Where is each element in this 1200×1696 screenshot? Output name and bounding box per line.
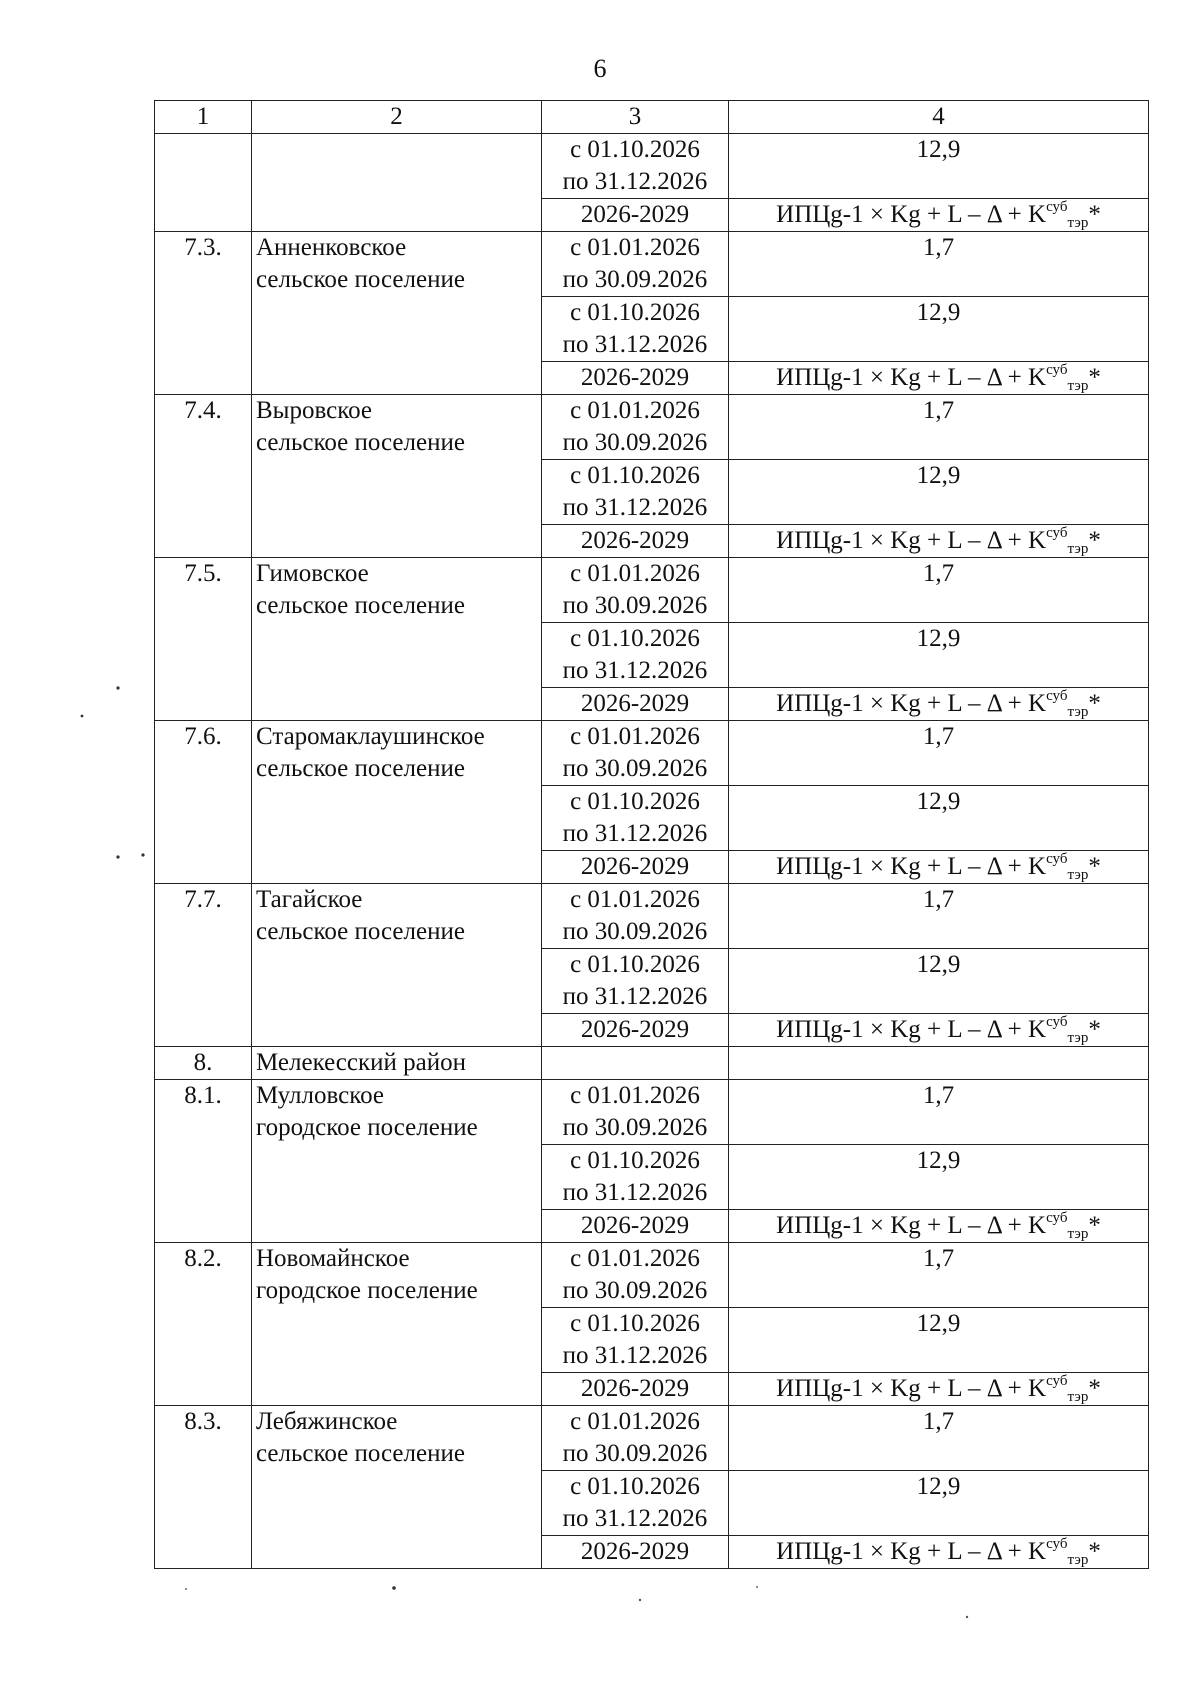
row-number: 8.1. (155, 1080, 252, 1243)
period-cell (542, 362, 729, 395)
period-line: по 30.09.2026 (562, 592, 708, 619)
formula-superscript: суб (1046, 851, 1068, 867)
period-cell (542, 1243, 729, 1308)
formula-subscript: тэр (1067, 215, 1089, 231)
value-cell: 12,9 (729, 460, 1149, 525)
settlement-name (252, 395, 542, 558)
formula-cell (729, 199, 1149, 232)
period-cell (542, 460, 729, 525)
period-cell (542, 623, 729, 688)
settlement-name-line: сельское поселение (256, 266, 465, 293)
period-cell (542, 1080, 729, 1145)
settlement-name-line: городское поселение (256, 1114, 478, 1141)
period-line: по 30.09.2026 (562, 266, 708, 293)
period-line: по 30.09.2026 (562, 1114, 708, 1141)
formula-asterisk: * (1088, 364, 1101, 391)
value-cell: 1,7 (729, 395, 1149, 460)
formula-subscript: тэр (1067, 867, 1089, 883)
table-row (155, 884, 1149, 949)
value-cell: 1,7 (729, 721, 1149, 786)
formula-cell (729, 1014, 1149, 1047)
period-cell (542, 395, 729, 460)
period-line: по 30.09.2026 (562, 429, 708, 456)
formula-base: ИПЦg-1 × Kg + L – Δ + K (776, 1375, 1047, 1402)
value-cell: 12,9 (729, 949, 1149, 1014)
table-row (155, 134, 1149, 199)
formula-subscript: тэр (1067, 1552, 1089, 1568)
tariff-table (154, 100, 1149, 1569)
row-number: 7.3. (155, 232, 252, 395)
period-line: с 01.10.2026 (570, 788, 700, 815)
formula-asterisk: * (1088, 1538, 1101, 1565)
period-line: по 31.12.2026 (562, 168, 708, 195)
settlement-name (252, 134, 542, 232)
settlement-name-line: Мулловское (256, 1082, 384, 1109)
period-cell (542, 1014, 729, 1047)
period-cell (542, 851, 729, 884)
settlement-name (252, 721, 542, 884)
table-row (155, 232, 1149, 297)
formula-cell (729, 851, 1149, 884)
row-number: 8.2. (155, 1243, 252, 1406)
period-line: с 01.01.2026 (570, 560, 700, 587)
formula-subscript: тэр (1067, 1226, 1089, 1242)
value-cell: 1,7 (729, 1243, 1149, 1308)
period-line: с 01.01.2026 (570, 723, 700, 750)
period-cell (542, 297, 729, 362)
settlement-name (252, 232, 542, 395)
period-cell (542, 1471, 729, 1536)
formula-subscript: тэр (1067, 1389, 1089, 1405)
period-line: с 01.10.2026 (570, 1310, 700, 1337)
period-line: по 31.12.2026 (562, 1505, 708, 1532)
period-cell (542, 199, 729, 232)
value-cell (729, 1047, 1149, 1080)
period-line: с 01.01.2026 (570, 1245, 700, 1272)
period-cell (542, 688, 729, 721)
period-line: по 30.09.2026 (562, 1440, 708, 1467)
period-line: по 31.12.2026 (562, 820, 708, 847)
period-cell (542, 949, 729, 1014)
row-number: 8. (155, 1047, 252, 1080)
period-cell (542, 1536, 729, 1569)
period-line: 2026-2029 (580, 1538, 690, 1565)
period-line: с 01.01.2026 (570, 234, 700, 261)
settlement-name (252, 1080, 542, 1243)
formula-superscript: суб (1046, 1536, 1068, 1552)
period-line: 2026-2029 (580, 1375, 690, 1402)
period-line: по 31.12.2026 (562, 983, 708, 1010)
formula-superscript: суб (1046, 525, 1068, 541)
formula-asterisk: * (1088, 201, 1101, 228)
formula-cell (729, 688, 1149, 721)
page-number: 6 (593, 54, 607, 83)
value-cell: 12,9 (729, 134, 1149, 199)
value-cell: 12,9 (729, 297, 1149, 362)
settlement-name-line: сельское поселение (256, 755, 465, 782)
period-cell (542, 1373, 729, 1406)
formula-asterisk: * (1088, 853, 1101, 880)
value-cell: 12,9 (729, 623, 1149, 688)
period-line: по 31.12.2026 (562, 494, 708, 521)
period-cell (542, 232, 729, 297)
formula-base: ИПЦg-1 × Kg + L – Δ + K (776, 1016, 1047, 1043)
column-header-1: 1 (155, 101, 252, 134)
formula-asterisk: * (1088, 690, 1101, 717)
value-cell: 1,7 (729, 558, 1149, 623)
formula-asterisk: * (1088, 1375, 1101, 1402)
period-line: по 31.12.2026 (562, 331, 708, 358)
formula-cell (729, 525, 1149, 558)
formula-superscript: суб (1046, 688, 1068, 704)
settlement-name-line: сельское поселение (256, 429, 465, 456)
settlement-name-line: Выровское (256, 397, 373, 424)
period-cell (542, 134, 729, 199)
period-line: 2026-2029 (580, 364, 690, 391)
column-header-3: 3 (542, 101, 729, 134)
table-header (155, 101, 1149, 134)
period-line: с 01.01.2026 (570, 1408, 700, 1435)
formula-base: ИПЦg-1 × Kg + L – Δ + K (776, 527, 1047, 554)
period-line: с 01.10.2026 (570, 951, 700, 978)
period-line: по 30.09.2026 (562, 918, 708, 945)
value-cell: 1,7 (729, 1406, 1149, 1471)
formula-cell (729, 1536, 1149, 1569)
formula-superscript: суб (1046, 199, 1068, 215)
value-cell: 12,9 (729, 1471, 1149, 1536)
table-row (155, 1243, 1149, 1308)
formula-base: ИПЦg-1 × Kg + L – Δ + K (776, 364, 1047, 391)
column-header-2: 2 (252, 101, 542, 134)
period-line: по 30.09.2026 (562, 755, 708, 782)
formula-subscript: тэр (1067, 378, 1089, 394)
row-number: 7.7. (155, 884, 252, 1047)
row-number: 7.5. (155, 558, 252, 721)
settlement-name-line: Гимовское (256, 560, 369, 587)
period-line: по 31.12.2026 (562, 657, 708, 684)
period-cell (542, 884, 729, 949)
period-cell (542, 1308, 729, 1373)
period-cell (542, 1210, 729, 1243)
value-cell: 1,7 (729, 1080, 1149, 1145)
formula-base: ИПЦg-1 × Kg + L – Δ + K (776, 201, 1047, 228)
header-row (155, 101, 1149, 134)
settlement-name-line: Тагайское (256, 886, 363, 913)
row-number: 7.6. (155, 721, 252, 884)
period-line: с 01.10.2026 (570, 1147, 700, 1174)
settlement-name-line: Лебяжинское (256, 1408, 398, 1435)
formula-cell (729, 362, 1149, 395)
settlement-name-line: сельское поселение (256, 592, 465, 619)
table-row (155, 1080, 1149, 1145)
period-line: с 01.10.2026 (570, 136, 700, 163)
period-line: с 01.01.2026 (570, 397, 700, 424)
period-line: с 01.01.2026 (570, 1082, 700, 1109)
period-line: с 01.01.2026 (570, 886, 700, 913)
period-line: 2026-2029 (580, 853, 690, 880)
settlement-name-line: сельское поселение (256, 1440, 465, 1467)
row-number: 7.4. (155, 395, 252, 558)
period-line: 2026-2029 (580, 690, 690, 717)
period-cell (542, 721, 729, 786)
table-row (155, 721, 1149, 786)
settlement-name (252, 1243, 542, 1406)
table-row (155, 395, 1149, 460)
settlement-name-line: городское поселение (256, 1277, 478, 1304)
period-line: с 01.10.2026 (570, 625, 700, 652)
formula-subscript: тэр (1067, 1030, 1089, 1046)
settlement-name-line: Анненковское (256, 234, 407, 261)
settlement-name (252, 558, 542, 721)
period-line: с 01.10.2026 (570, 299, 700, 326)
formula-asterisk: * (1088, 1016, 1101, 1043)
period-line: с 01.10.2026 (570, 462, 700, 489)
formula-base: ИПЦg-1 × Kg + L – Δ + K (776, 1212, 1047, 1239)
period-line: по 31.12.2026 (562, 1179, 708, 1206)
period-cell (542, 525, 729, 558)
period-line: по 31.12.2026 (562, 1342, 708, 1369)
period-line: 2026-2029 (580, 1212, 690, 1239)
settlement-name (252, 1406, 542, 1569)
value-cell: 12,9 (729, 1308, 1149, 1373)
settlement-name (252, 884, 542, 1047)
formula-superscript: суб (1046, 1210, 1068, 1226)
formula-superscript: суб (1046, 1373, 1068, 1389)
value-cell: 12,9 (729, 786, 1149, 851)
formula-base: ИПЦg-1 × Kg + L – Δ + K (776, 853, 1047, 880)
row-number (155, 134, 252, 232)
settlement-name-line: Мелекесский район (256, 1049, 467, 1076)
formula-asterisk: * (1088, 1212, 1101, 1239)
value-cell: 12,9 (729, 1145, 1149, 1210)
value-cell: 1,7 (729, 884, 1149, 949)
row-number: 8.3. (155, 1406, 252, 1569)
period-cell (542, 1406, 729, 1471)
settlement-name-line: Старомаклаушинское (256, 723, 485, 750)
formula-superscript: суб (1046, 1014, 1068, 1030)
period-line: 2026-2029 (580, 1016, 690, 1043)
period-line: по 30.09.2026 (562, 1277, 708, 1304)
formula-base: ИПЦg-1 × Kg + L – Δ + K (776, 690, 1047, 717)
period-cell (542, 1047, 729, 1080)
table-row (155, 1047, 1149, 1080)
formula-cell (729, 1210, 1149, 1243)
formula-asterisk: * (1088, 527, 1101, 554)
period-cell (542, 1145, 729, 1210)
table-row (155, 1406, 1149, 1471)
settlement-name (252, 1047, 542, 1080)
formula-subscript: тэр (1067, 704, 1089, 720)
formula-subscript: тэр (1067, 541, 1089, 557)
period-cell (542, 786, 729, 851)
settlement-name-line: Новомайнское (256, 1245, 410, 1272)
table-body (155, 134, 1149, 1569)
formula-base: ИПЦg-1 × Kg + L – Δ + K (776, 1538, 1047, 1565)
period-line: 2026-2029 (580, 201, 690, 228)
settlement-name-line: сельское поселение (256, 918, 465, 945)
formula-superscript: суб (1046, 362, 1068, 378)
formula-cell (729, 1373, 1149, 1406)
value-cell: 1,7 (729, 232, 1149, 297)
period-cell (542, 558, 729, 623)
period-line: с 01.10.2026 (570, 1473, 700, 1500)
table-row (155, 558, 1149, 623)
column-header-4: 4 (729, 101, 1149, 134)
period-line: 2026-2029 (580, 527, 690, 554)
